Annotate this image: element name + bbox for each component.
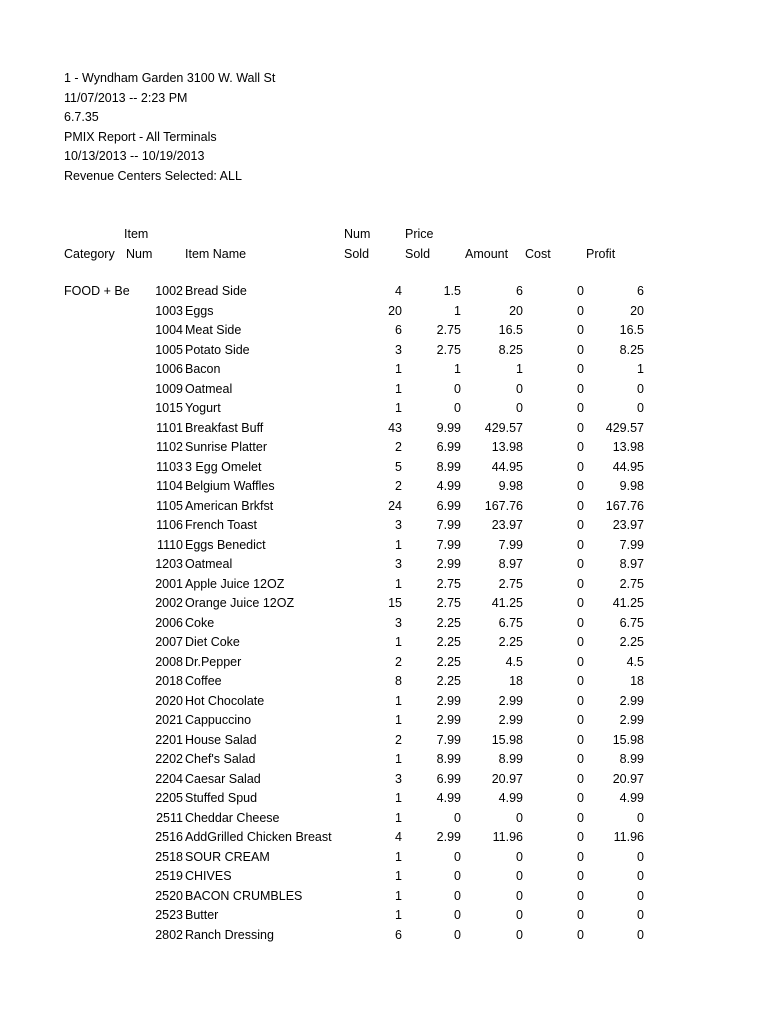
row-profit: 2.25: [619, 635, 644, 649]
row-cost: 0: [577, 752, 584, 766]
row-cost: 0: [577, 674, 584, 688]
table-row: [0, 867, 768, 887]
row-item-num: 2021: [155, 713, 183, 727]
row-amount: 0: [516, 869, 523, 883]
table-row: [0, 536, 768, 556]
table-row: [0, 906, 768, 926]
row-cost: 0: [577, 362, 584, 376]
row-cost: 0: [577, 713, 584, 727]
row-amount: 0: [516, 908, 523, 922]
row-item-num: 1203: [155, 557, 183, 571]
row-profit: 8.25: [619, 342, 644, 357]
row-item-num: 2018: [155, 674, 183, 688]
row-num-sold: 20: [388, 303, 402, 318]
row-amount: 8.25: [498, 342, 523, 357]
row-cost: 0: [577, 869, 584, 883]
table-row: [0, 887, 768, 907]
row-price-sold: 2.99: [436, 830, 461, 844]
row-amount: 2.75: [498, 576, 523, 591]
report-title: PMIX Report - All Terminals: [64, 130, 217, 144]
row-amount: 4.99: [498, 791, 523, 805]
row-profit: 0: [637, 927, 644, 942]
row-item-num: 1101: [156, 420, 183, 435]
row-item-num: 2008: [155, 654, 183, 669]
row-profit: 20: [630, 303, 644, 318]
row-item-name: Belgium Waffles: [185, 479, 275, 493]
row-price-sold: 0: [454, 381, 461, 396]
row-item-name: 3 Egg Omelet: [185, 459, 262, 474]
row-amount: 9.98: [498, 479, 523, 493]
row-profit: 6: [637, 284, 644, 298]
row-item-num: 2518: [155, 849, 183, 864]
row-profit: 4.5: [626, 654, 644, 669]
col-cost: Cost: [525, 247, 551, 261]
row-price-sold: 2.75: [436, 342, 461, 357]
row-item-name: Breakfast Buff: [185, 420, 264, 435]
row-price-sold: 2.99: [436, 713, 461, 727]
row-cost: 0: [577, 615, 584, 630]
row-num-sold: 1: [395, 362, 402, 376]
row-item-name: CHIVES: [185, 869, 232, 883]
row-cost: 0: [577, 342, 584, 357]
row-profit: 6.75: [619, 615, 644, 630]
row-amount: 16.5: [498, 323, 523, 337]
row-amount: 44.95: [491, 459, 523, 474]
row-price-sold: 1.5: [443, 284, 461, 298]
row-cost: 0: [577, 810, 584, 825]
row-price-sold: 7.99: [436, 732, 461, 747]
row-price-sold: 0: [454, 888, 461, 903]
row-profit: 1: [637, 362, 644, 376]
row-item-num: 2516: [155, 830, 183, 844]
row-item-name: Eggs Benedict: [185, 537, 266, 552]
row-amount: 2.25: [498, 635, 523, 649]
row-profit: 11.96: [613, 830, 644, 844]
row-profit: 18: [630, 674, 644, 688]
table-row: [0, 594, 768, 614]
table-row: [0, 438, 768, 458]
row-amount: 4.5: [505, 654, 523, 669]
row-price-sold: 0: [454, 849, 461, 864]
row-profit: 0: [637, 381, 644, 396]
row-price-sold: 2.75: [436, 596, 461, 610]
row-cost: 0: [577, 849, 584, 864]
row-price-sold: 0: [454, 401, 461, 415]
row-cost: 0: [577, 459, 584, 474]
table-row: [0, 809, 768, 829]
row-profit: 9.98: [619, 479, 644, 493]
row-cost: 0: [577, 693, 584, 708]
row-num-sold: 1: [395, 888, 402, 903]
row-num-sold: 1: [395, 401, 402, 415]
row-item-num: 1110: [157, 537, 183, 552]
row-item-name: Dr.Pepper: [185, 654, 242, 669]
table-row: [0, 321, 768, 341]
row-item-num: 2511: [156, 810, 183, 825]
row-cost: 0: [577, 908, 584, 922]
row-amount: 15.98: [491, 732, 523, 747]
row-profit: 16.5: [619, 323, 644, 337]
row-amount: 8.97: [498, 557, 523, 571]
table-row: [0, 399, 768, 419]
row-item-num: 1106: [156, 518, 183, 532]
row-item-name: Coke: [185, 615, 215, 630]
row-item-name: Coffee: [185, 674, 222, 688]
col-price-sold-bottom: Sold: [405, 247, 431, 261]
row-price-sold: 2.99: [436, 693, 461, 708]
row-num-sold: 5: [395, 459, 402, 474]
col-num-sold-top: Num: [344, 227, 371, 241]
row-item-name: Oatmeal: [185, 557, 233, 571]
row-price-sold: 2.25: [436, 654, 461, 669]
row-amount: 6: [516, 284, 523, 298]
row-num-sold: 1: [395, 752, 402, 766]
row-cost: 0: [577, 771, 584, 786]
row-profit: 23.97: [612, 518, 644, 532]
row-item-num: 2201: [155, 732, 183, 747]
report-date-range: 10/13/2013 -- 10/19/2013: [64, 149, 205, 163]
row-item-name: Cappuccino: [185, 713, 252, 727]
row-item-num: 1105: [156, 498, 183, 513]
row-amount: 167.76: [484, 498, 523, 513]
row-item-name: French Toast: [185, 518, 258, 532]
row-num-sold: 1: [395, 576, 402, 591]
row-num-sold: 8: [395, 674, 402, 688]
row-profit: 2.75: [619, 576, 644, 591]
row-profit: 0: [637, 849, 644, 864]
row-amount: 429.57: [484, 420, 523, 435]
col-amount: Amount: [465, 247, 509, 261]
row-amount: 0: [516, 401, 523, 415]
table-row: [0, 731, 768, 751]
row-num-sold: 6: [395, 927, 402, 942]
col-item-num-bottom: Num: [126, 247, 153, 261]
row-num-sold: 1: [395, 810, 402, 825]
row-price-sold: 6.99: [436, 440, 461, 454]
row-profit: 2.99: [619, 713, 644, 727]
row-cost: 0: [577, 830, 584, 844]
row-profit: 7.99: [619, 537, 644, 552]
table-row: [0, 770, 768, 790]
row-item-num: 1003: [155, 303, 183, 318]
row-profit: 429.57: [605, 420, 644, 435]
row-price-sold: 8.99: [436, 459, 461, 474]
row-price-sold: 2.75: [436, 323, 461, 337]
table-row: [0, 926, 768, 946]
row-profit: 167.76: [605, 498, 644, 513]
col-item-name: Item Name: [185, 247, 247, 261]
row-price-sold: 0: [454, 908, 461, 922]
table-row: [0, 692, 768, 712]
row-category: FOOD + Be: [64, 284, 130, 298]
table-row: [0, 653, 768, 673]
row-profit: 13.98: [612, 440, 644, 454]
row-item-num: 2523: [155, 908, 183, 922]
row-cost: 0: [577, 479, 584, 493]
row-num-sold: 2: [395, 440, 402, 454]
row-cost: 0: [577, 401, 584, 415]
row-num-sold: 1: [395, 693, 402, 708]
row-price-sold: 8.99: [436, 752, 461, 766]
row-cost: 0: [577, 576, 584, 591]
row-amount: 8.99: [498, 752, 523, 766]
row-cost: 0: [577, 498, 584, 513]
row-item-num: 1015: [155, 401, 183, 415]
row-item-name: Bread Side: [185, 284, 247, 298]
row-item-name: Hot Chocolate: [185, 693, 265, 708]
row-item-name: Stuffed Spud: [185, 791, 258, 805]
row-cost: 0: [577, 888, 584, 903]
table-row: [0, 848, 768, 868]
row-cost: 0: [577, 596, 584, 610]
row-cost: 0: [577, 440, 584, 454]
table-row: [0, 828, 768, 848]
row-price-sold: 2.75: [436, 576, 461, 591]
row-amount: 0: [516, 927, 523, 942]
row-price-sold: 1: [454, 362, 461, 376]
row-profit: 20.97: [612, 771, 644, 786]
row-amount: 1: [516, 362, 523, 376]
row-amount: 0: [516, 381, 523, 396]
row-num-sold: 2: [395, 732, 402, 747]
row-item-name: House Salad: [185, 732, 257, 747]
row-profit: 41.25: [612, 596, 644, 610]
row-num-sold: 43: [388, 420, 402, 435]
row-num-sold: 1: [395, 381, 402, 396]
row-cost: 0: [577, 284, 584, 298]
row-amount: 2.99: [498, 713, 523, 727]
row-price-sold: 2.25: [436, 674, 461, 688]
row-amount: 11.96: [492, 830, 523, 844]
row-profit: 0: [637, 401, 644, 415]
row-cost: 0: [577, 732, 584, 747]
table-row: [0, 516, 768, 536]
table-row: [0, 555, 768, 575]
row-num-sold: 2: [395, 479, 402, 493]
row-price-sold: 2.25: [436, 635, 461, 649]
row-cost: 0: [577, 654, 584, 669]
row-item-name: Cheddar Cheese: [185, 810, 280, 825]
row-cost: 0: [577, 557, 584, 571]
row-item-name: American Brkfst: [185, 498, 274, 513]
row-price-sold: 4.99: [436, 791, 461, 805]
row-price-sold: 9.99: [436, 420, 461, 435]
row-num-sold: 1: [395, 713, 402, 727]
row-cost: 0: [577, 518, 584, 532]
row-item-num: 2204: [155, 771, 183, 786]
row-item-num: 2202: [155, 752, 183, 766]
row-price-sold: 7.99: [436, 518, 461, 532]
report-location: 1 - Wyndham Garden 3100 W. Wall St: [64, 71, 276, 85]
row-cost: 0: [577, 303, 584, 318]
row-item-num: 2006: [155, 615, 183, 630]
row-item-num: 1004: [155, 323, 183, 337]
table-row: [0, 380, 768, 400]
row-cost: 0: [577, 420, 584, 435]
row-item-name: Chef's Salad: [185, 752, 256, 766]
row-item-num: 2519: [155, 869, 183, 883]
row-item-name: Yogurt: [185, 401, 221, 415]
row-profit: 0: [637, 810, 644, 825]
col-item-num-top: Item: [124, 227, 149, 241]
row-profit: 2.99: [619, 693, 644, 708]
report-printed-timestamp: 11/07/2013 -- 2:23 PM: [64, 91, 188, 105]
row-num-sold: 1: [395, 908, 402, 922]
row-amount: 20.97: [491, 771, 523, 786]
row-item-num: 2205: [155, 791, 183, 805]
row-item-num: 1006: [155, 362, 183, 376]
report-version: 6.7.35: [64, 110, 99, 124]
table-row: [0, 360, 768, 380]
row-amount: 0: [516, 888, 523, 903]
row-item-num: 1002: [155, 284, 183, 298]
row-item-name: Sunrise Platter: [185, 440, 267, 454]
row-amount: 20: [509, 303, 523, 318]
col-price-sold-top: Price: [405, 227, 434, 241]
row-item-name: Potato Side: [185, 342, 250, 357]
row-item-name: AddGrilled Chicken Breast: [185, 830, 332, 844]
row-item-name: Meat Side: [185, 323, 242, 337]
row-num-sold: 1: [395, 635, 402, 649]
row-price-sold: 6.99: [436, 771, 461, 786]
revenue-centers-selected: Revenue Centers Selected: ALL: [64, 169, 242, 183]
row-item-num: 2802: [155, 927, 183, 942]
row-amount: 13.98: [491, 440, 523, 454]
table-row: [0, 302, 768, 322]
row-num-sold: 3: [395, 518, 402, 532]
row-cost: 0: [577, 791, 584, 805]
row-profit: 0: [637, 869, 644, 883]
row-price-sold: 6.99: [436, 498, 461, 513]
table-row: [0, 497, 768, 517]
row-item-name: SOUR CREAM: [185, 849, 270, 864]
row-num-sold: 1: [395, 869, 402, 883]
table-row: [0, 341, 768, 361]
table-row: [0, 711, 768, 731]
row-profit: 4.99: [619, 791, 644, 805]
row-num-sold: 1: [395, 849, 402, 864]
table-row: [0, 672, 768, 692]
row-cost: 0: [577, 537, 584, 552]
row-cost: 0: [577, 635, 584, 649]
row-price-sold: 0: [454, 810, 461, 825]
row-item-name: Oatmeal: [185, 381, 233, 396]
row-item-name: Apple Juice 12OZ: [185, 576, 285, 591]
row-num-sold: 24: [388, 498, 402, 513]
row-amount: 0: [516, 849, 523, 864]
row-profit: 0: [637, 888, 644, 903]
row-price-sold: 4.99: [436, 479, 461, 493]
row-profit: 0: [637, 908, 644, 922]
row-amount: 2.99: [498, 693, 523, 708]
row-num-sold: 1: [395, 791, 402, 805]
row-price-sold: 2.25: [436, 615, 461, 630]
row-profit: 8.97: [619, 557, 644, 571]
row-amount: 7.99: [498, 537, 523, 552]
row-profit: 15.98: [612, 732, 644, 747]
row-item-num: 1103: [156, 459, 183, 474]
row-item-num: 2007: [155, 635, 183, 649]
row-cost: 0: [577, 381, 584, 396]
row-amount: 18: [509, 674, 523, 688]
row-item-num: 1104: [156, 479, 183, 493]
row-price-sold: 2.99: [436, 557, 461, 571]
report-table-body: [0, 282, 768, 945]
row-num-sold: 4: [395, 830, 402, 844]
row-item-num: 1005: [155, 342, 183, 357]
row-num-sold: 6: [395, 323, 402, 337]
row-item-num: 2020: [155, 693, 183, 708]
row-item-name: Butter: [185, 908, 219, 922]
row-item-name: Diet Coke: [185, 635, 240, 649]
col-category: Category: [64, 247, 115, 261]
table-row: [0, 458, 768, 478]
row-price-sold: 7.99: [436, 537, 461, 552]
row-item-num: 2001: [155, 576, 183, 591]
row-item-name: Ranch Dressing: [185, 927, 274, 942]
row-price-sold: 0: [454, 927, 461, 942]
row-cost: 0: [577, 323, 584, 337]
row-num-sold: 2: [395, 654, 402, 669]
row-profit: 8.99: [619, 752, 644, 766]
row-num-sold: 3: [395, 771, 402, 786]
table-row: [0, 614, 768, 634]
row-amount: 6.75: [498, 615, 523, 630]
table-row: [0, 575, 768, 595]
row-price-sold: 1: [454, 303, 461, 318]
row-profit: 44.95: [612, 459, 644, 474]
row-amount: 23.97: [491, 518, 523, 532]
row-cost: 0: [577, 927, 584, 942]
table-row: [0, 789, 768, 809]
row-num-sold: 1: [395, 537, 402, 552]
row-item-name: BACON CRUMBLES: [185, 888, 303, 903]
col-num-sold-bottom: Sold: [344, 247, 370, 261]
row-item-num: 1102: [156, 440, 183, 454]
table-row: [0, 477, 768, 497]
table-row: [0, 750, 768, 770]
row-price-sold: 0: [454, 869, 461, 883]
row-item-num: 2002: [155, 596, 183, 610]
row-amount: 41.25: [491, 596, 523, 610]
row-amount: 0: [516, 810, 523, 825]
row-item-name: Caesar Salad: [185, 771, 261, 786]
row-item-num: 2520: [155, 888, 183, 903]
table-row: [0, 419, 768, 439]
table-row: [0, 633, 768, 653]
row-item-num: 1009: [155, 381, 183, 396]
table-row: [0, 282, 768, 302]
row-num-sold: 4: [395, 284, 402, 298]
row-num-sold: 15: [388, 596, 402, 610]
row-num-sold: 3: [395, 342, 402, 357]
row-item-name: Eggs: [185, 303, 214, 318]
row-item-name: Orange Juice 12OZ: [185, 596, 295, 610]
row-item-name: Bacon: [185, 362, 221, 376]
row-num-sold: 3: [395, 557, 402, 571]
col-profit: Profit: [586, 247, 616, 261]
row-num-sold: 3: [395, 615, 402, 630]
